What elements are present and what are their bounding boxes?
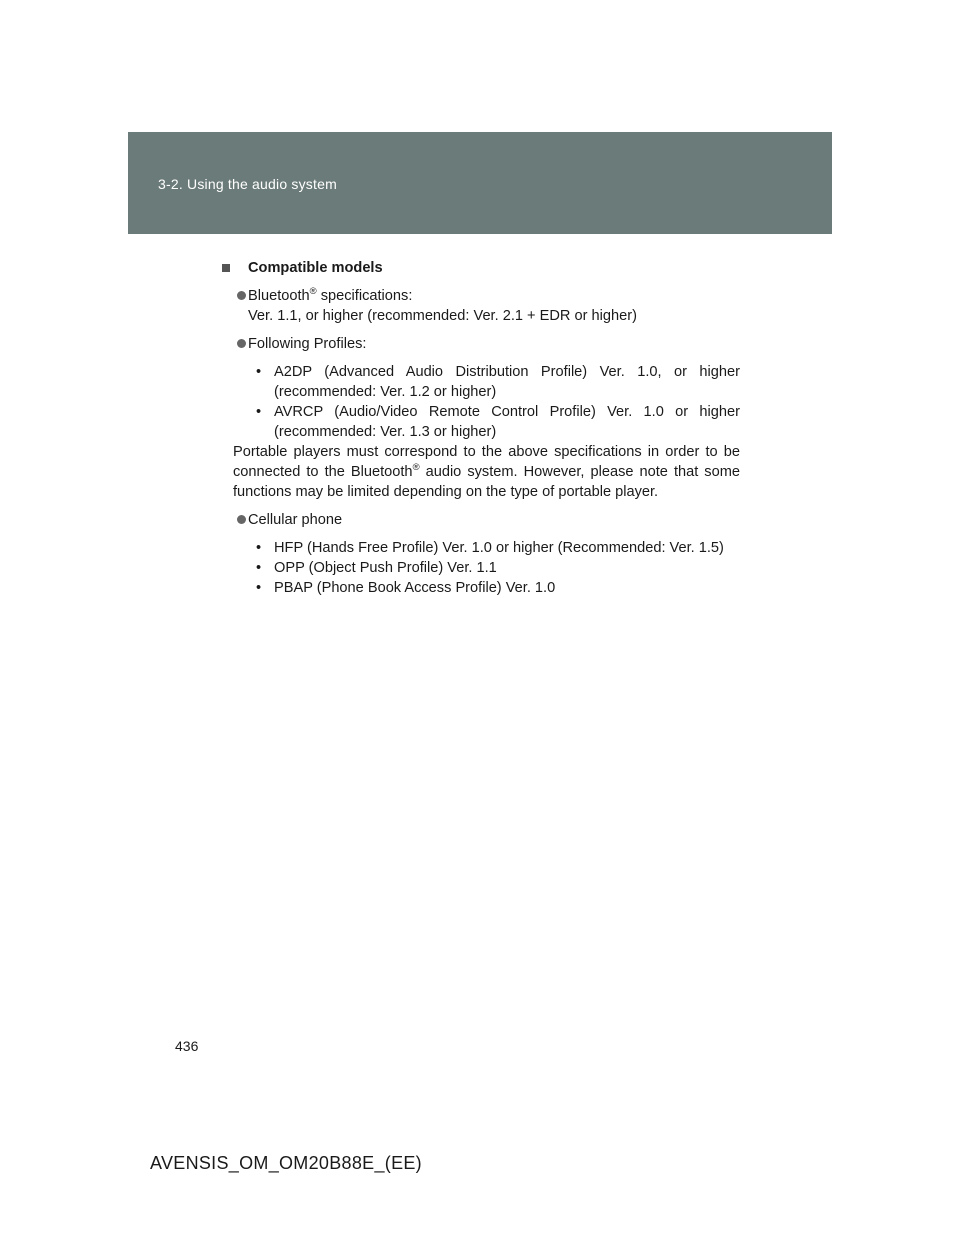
cellular-profiles-list <box>248 538 740 598</box>
section-title: 3-2. Using the audio system <box>158 176 337 192</box>
profiles-label: Following Profiles: <box>248 336 367 352</box>
sub-bullet-icon: • <box>256 580 262 596</box>
list-item: • HFP (Hands Free Profile) Ver. 1.0 or higher (Recommended: Ver. 1.5) <box>256 540 724 556</box>
list-item: • OPP (Object Push Profile) Ver. 1.1 <box>256 560 497 576</box>
compatibility-note: Portable players must correspond to the above specifications in order to be connected to the Bluetooth® audio system. However, please note that some functions may be limited depending on the type of portable player. <box>233 444 740 500</box>
profiles-list <box>248 362 740 442</box>
heading-text: Compatible models <box>248 260 383 276</box>
sub-bullet-icon: • <box>256 404 262 420</box>
list-item: • AVRCP (Audio/Video Remote Control Profile) Ver. 1.0 or higher (recommended: Ver. 1.3 or higher) <box>256 404 740 440</box>
circle-bullet-icon <box>237 291 246 300</box>
registered-mark: ® <box>412 462 420 473</box>
compatible-models-heading <box>233 258 740 278</box>
square-bullet-icon <box>222 264 230 272</box>
document-code: AVENSIS_OM_OM20B88E_(EE) <box>150 1153 422 1173</box>
list-item: • PBAP (Phone Book Access Profile) Ver. 1.0 <box>256 580 556 596</box>
cellular-phone-label: Cellular phone <box>248 512 343 528</box>
bluetooth-spec-item <box>233 286 740 326</box>
circle-bullet-icon <box>237 515 246 524</box>
circle-bullet-icon <box>237 339 246 348</box>
sub-bullet-icon: • <box>256 560 262 576</box>
bluetooth-spec-label: Bluetooth® specifications: <box>248 286 413 304</box>
profiles-item <box>233 334 740 354</box>
registered-mark: ® <box>309 286 317 297</box>
bluetooth-spec-detail: Ver. 1.1, or higher (recommended: Ver. 2.1 + EDR or higher) <box>248 308 637 324</box>
list-item: • A2DP (Advanced Audio Distribution Profile) Ver. 1.0, or higher (recommended: Ver. 1.2 or higher) <box>256 364 740 400</box>
sub-bullet-icon: • <box>256 540 262 556</box>
page-content <box>233 258 740 598</box>
header-band <box>128 132 832 234</box>
cellular-phone-item <box>233 510 740 530</box>
page-number: 436 <box>175 1038 199 1054</box>
sub-bullet-icon: • <box>256 364 262 380</box>
